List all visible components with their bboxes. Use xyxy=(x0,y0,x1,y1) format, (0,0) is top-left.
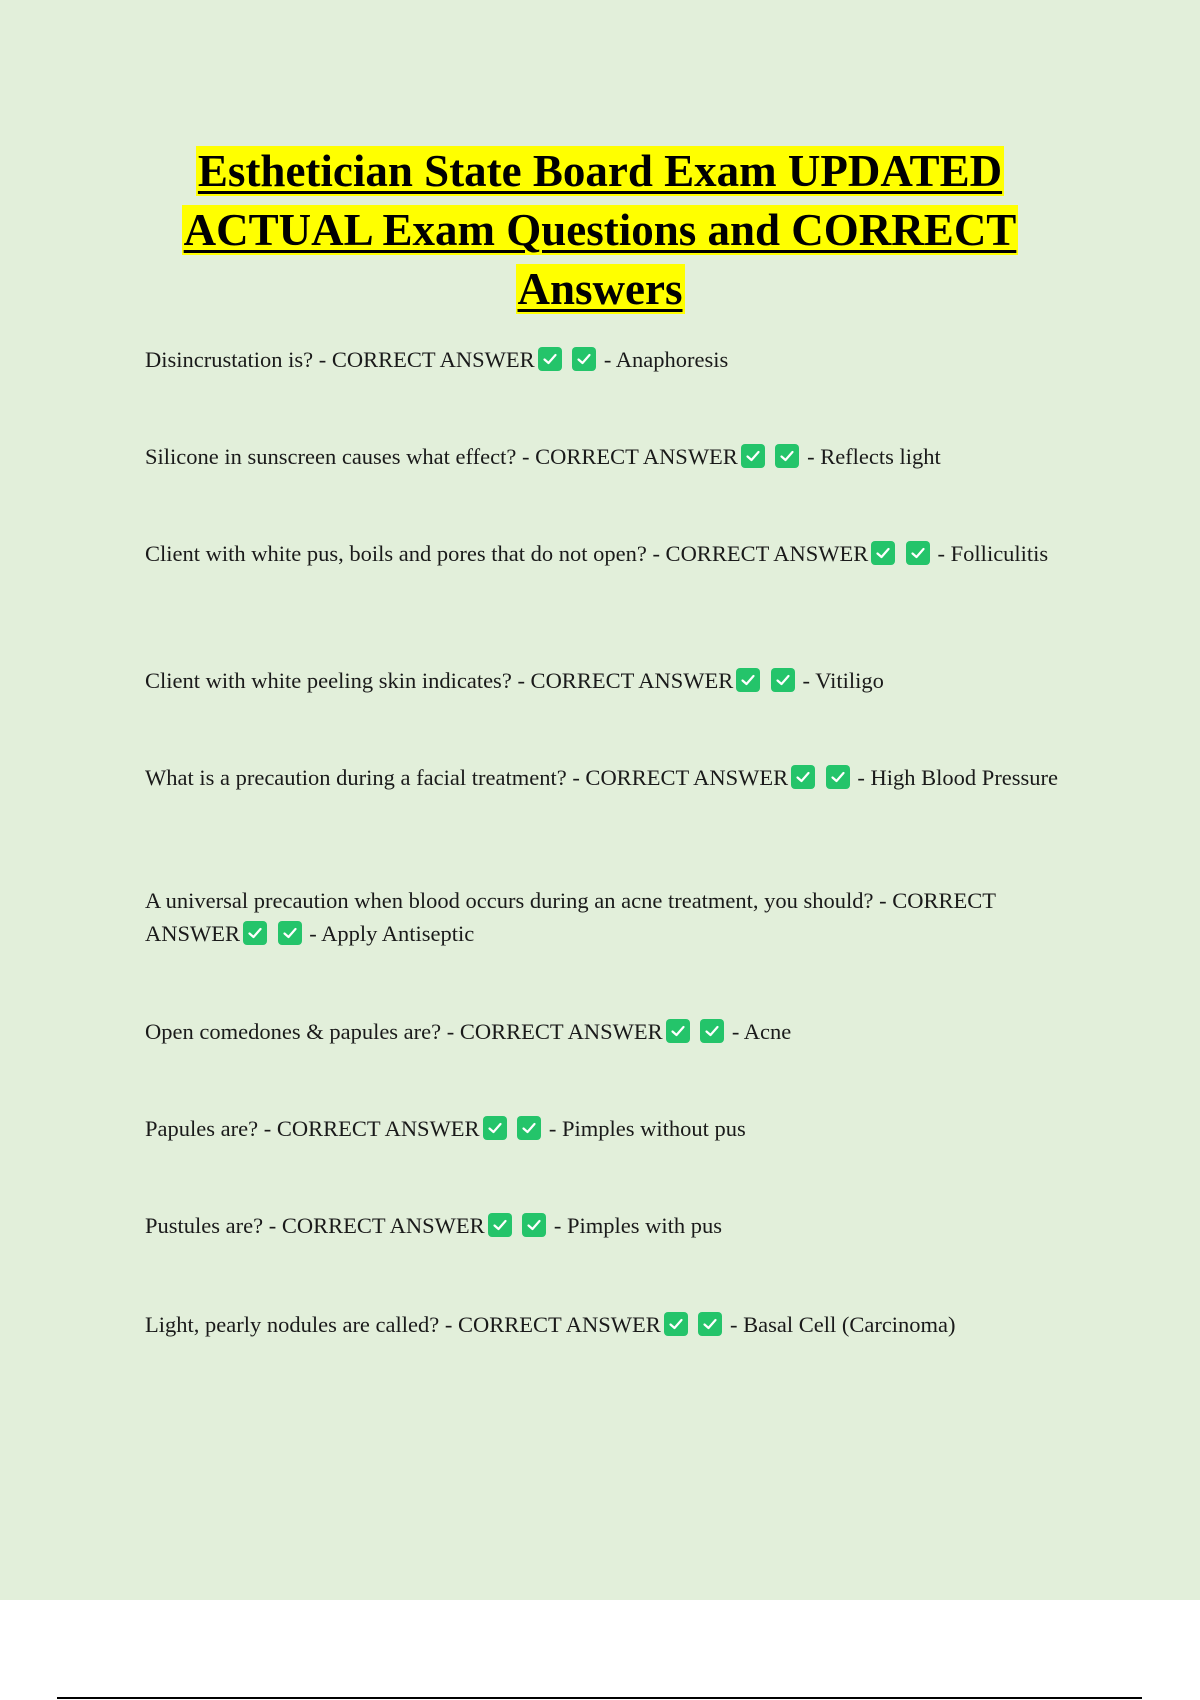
check-box-icon xyxy=(488,1213,512,1237)
question-text: A universal precaution when blood occurs during an acne treatment, you should? xyxy=(145,888,874,913)
correct-answer-label: - CORRECT ANSWER xyxy=(145,888,996,946)
answer-text: Basal Cell (Carcinoma) xyxy=(743,1312,956,1337)
correct-answer-label: - CORRECT ANSWER xyxy=(652,541,869,566)
check-box-icon xyxy=(664,1312,688,1336)
check-box-icon xyxy=(538,347,562,371)
qa-item: Papules are? - CORRECT ANSWER - Pimples without pus xyxy=(145,1116,746,1141)
qa-item: What is a precaution during a facial treatment? - CORRECT ANSWER - High Blood Pressure xyxy=(145,765,1059,790)
check-box-icon xyxy=(700,1019,724,1043)
check-box-icon xyxy=(771,668,795,692)
qa-item: Disincrustation is? - CORRECT ANSWER - Anaphoresis xyxy=(145,347,729,372)
footer-divider xyxy=(57,1697,1142,1699)
answer-text: Folliculitis xyxy=(950,541,1049,566)
question-text: Client with white peeling skin indicates? xyxy=(145,668,512,693)
correct-answer-label: - CORRECT ANSWER xyxy=(517,668,734,693)
answer-text: Vitiligo xyxy=(815,668,884,693)
check-box-icon xyxy=(572,347,596,371)
question-text: What is a precaution during a facial treatment? xyxy=(145,765,567,790)
qa-item: Silicone in sunscreen causes what effect? - CORRECT ANSWER - Reflects light xyxy=(145,444,941,469)
check-box-icon xyxy=(666,1019,690,1043)
check-box-icon xyxy=(791,765,815,789)
answer-text: High Blood Pressure xyxy=(870,765,1059,790)
correct-answer-label: - CORRECT ANSWER xyxy=(572,765,789,790)
check-box-icon xyxy=(775,444,799,468)
qa-item: Client with white peeling skin indicates? - CORRECT ANSWER - Vitiligo xyxy=(145,668,884,693)
check-box-icon xyxy=(871,541,895,565)
correct-answer-label: - CORRECT ANSWER xyxy=(263,1116,480,1141)
check-box-icon xyxy=(741,444,765,468)
answer-text: Apply Antiseptic xyxy=(321,921,475,946)
check-box-icon xyxy=(736,668,760,692)
question-text: Silicone in sunscreen causes what effect? xyxy=(145,444,517,469)
correct-answer-label: - CORRECT ANSWER xyxy=(444,1312,661,1337)
question-text: Open comedones & papules are? xyxy=(145,1019,442,1044)
qa-item: Open comedones & papules are? - CORRECT ANSWER - Acne xyxy=(145,1019,792,1044)
correct-answer-label: - CORRECT ANSWER xyxy=(268,1213,485,1238)
qa-item: Client with white pus, boils and pores that do not open? - CORRECT ANSWER - Folliculitis xyxy=(145,541,1049,566)
check-box-icon xyxy=(243,921,267,945)
correct-answer-label: - CORRECT ANSWER xyxy=(318,347,535,372)
question-text: Disincrustation is? xyxy=(145,347,314,372)
question-text: Light, pearly nodules are called? xyxy=(145,1312,440,1337)
check-box-icon xyxy=(826,765,850,789)
question-text: Client with white pus, boils and pores that do not open? xyxy=(145,541,647,566)
answer-text: Anaphoresis xyxy=(615,347,729,372)
qa-item: A universal precaution when blood occurs during an acne treatment, you should? - CORRECT ANSWER - Apply Antiseptic xyxy=(145,888,996,946)
answer-text: Acne xyxy=(743,1019,792,1044)
correct-answer-label: - CORRECT ANSWER xyxy=(521,444,738,469)
answer-text: Pimples with pus xyxy=(566,1213,722,1238)
check-box-icon xyxy=(698,1312,722,1336)
qa-item: Light, pearly nodules are called? - CORRECT ANSWER - Basal Cell (Carcinoma) xyxy=(145,1312,956,1337)
answer-text: Reflects light xyxy=(820,444,941,469)
answer-text: Pimples without pus xyxy=(561,1116,746,1141)
question-text: Pustules are? xyxy=(145,1213,264,1238)
check-box-icon xyxy=(906,541,930,565)
check-box-icon xyxy=(278,921,302,945)
correct-answer-label: - CORRECT ANSWER xyxy=(446,1019,663,1044)
check-box-icon xyxy=(483,1116,507,1140)
document-title xyxy=(100,142,1100,319)
check-box-icon xyxy=(517,1116,541,1140)
qa-item: Pustules are? - CORRECT ANSWER - Pimples with pus xyxy=(145,1213,722,1238)
check-box-icon xyxy=(522,1213,546,1237)
document-title-text: Esthetician State Board Exam UPDATED ACTUAL Exam Questions and CORRECT Answers xyxy=(183,146,1017,314)
question-text: Papules are? xyxy=(145,1116,259,1141)
